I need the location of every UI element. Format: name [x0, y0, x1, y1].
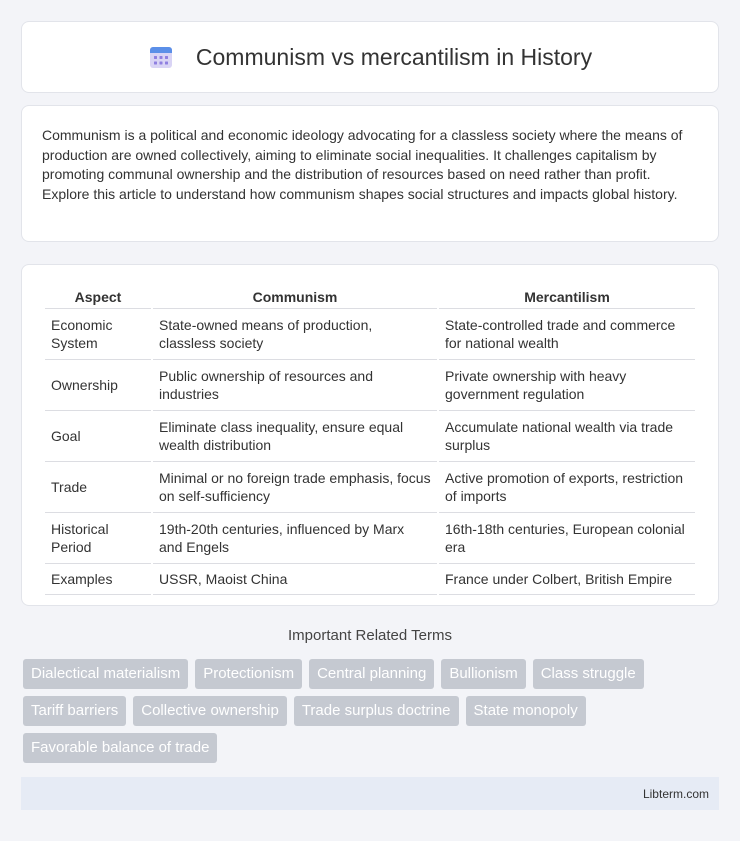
tag-bullionism[interactable]: Bullionism — [441, 659, 525, 689]
table-cell: State-controlled trade and commerce for national wealth — [439, 309, 695, 360]
table-cell: Examples — [45, 564, 151, 595]
table-cell: Economic System — [45, 309, 151, 360]
tag-trade-surplus-doctrine[interactable]: Trade surplus doctrine — [294, 696, 459, 726]
tag-class-struggle[interactable]: Class struggle — [533, 659, 644, 689]
table-cell: Minimal or no foreign trade emphasis, focus on self-sufficiency — [153, 462, 437, 513]
table-cell: State-owned means of production, classless society — [153, 309, 437, 360]
table-cell: Trade — [45, 462, 151, 513]
table-cell: Ownership — [45, 360, 151, 411]
table-cell: France under Colbert, British Empire — [439, 564, 695, 595]
comparison-table — [43, 285, 697, 595]
table-row — [45, 513, 695, 564]
intro-card — [21, 105, 719, 242]
table-cell: Public ownership of resources and industries — [153, 360, 437, 411]
tag-central-planning[interactable]: Central planning — [309, 659, 434, 689]
related-terms-title: Important Related Terms — [288, 627, 452, 644]
calendar-icon — [148, 44, 174, 70]
table-cell: 16th-18th centuries, European colonial era — [439, 513, 695, 564]
header-aspect: Aspect — [45, 285, 151, 309]
page-title: Communism vs mercantilism in History — [195, 43, 593, 70]
table-row — [45, 462, 695, 513]
header-card — [21, 21, 719, 93]
tag-state-monopoly[interactable]: State monopoly — [466, 696, 586, 726]
intro-text: Communism is a political and economic ideology advocating for a classless society where the means of production are owned collectively, aiming to eliminate social inequalities. It challenges capitalism by promoting communal ownership and the distribution of resources based on need rather than profit. Explore this article to understand how communism shapes social structures and impacts global history. — [42, 127, 683, 202]
table-row — [45, 360, 695, 411]
table-cell: 19th-20th centuries, influenced by Marx and Engels — [153, 513, 437, 564]
tag-protectionism[interactable]: Protectionism — [195, 659, 302, 689]
footer — [21, 777, 719, 810]
table-cell: Goal — [45, 411, 151, 462]
table-cell: Accumulate national wealth via trade surplus — [439, 411, 695, 462]
header-communism: Communism — [153, 285, 437, 309]
related-terms-list — [23, 659, 723, 770]
table-row — [45, 309, 695, 360]
table-row — [45, 564, 695, 595]
table-cell: Private ownership with heavy government regulation — [439, 360, 695, 411]
comparison-table-card — [21, 264, 719, 606]
tag-dialectical-materialism[interactable]: Dialectical materialism — [23, 659, 188, 689]
tag-tariff-barriers[interactable]: Tariff barriers — [23, 696, 126, 726]
footer-site-link[interactable]: Libterm.com — [642, 787, 709, 801]
tag-collective-ownership[interactable]: Collective ownership — [133, 696, 287, 726]
table-header-row — [45, 285, 695, 309]
table-cell: Active promotion of exports, restriction of imports — [439, 462, 695, 513]
table-cell: Historical Period — [45, 513, 151, 564]
table-cell: Eliminate class inequality, ensure equal wealth distribution — [153, 411, 437, 462]
header-mercantilism: Mercantilism — [439, 285, 695, 309]
table-cell: USSR, Maoist China — [153, 564, 437, 595]
tag-favorable-balance-of-trade[interactable]: Favorable balance of trade — [23, 733, 217, 763]
table-row — [45, 411, 695, 462]
